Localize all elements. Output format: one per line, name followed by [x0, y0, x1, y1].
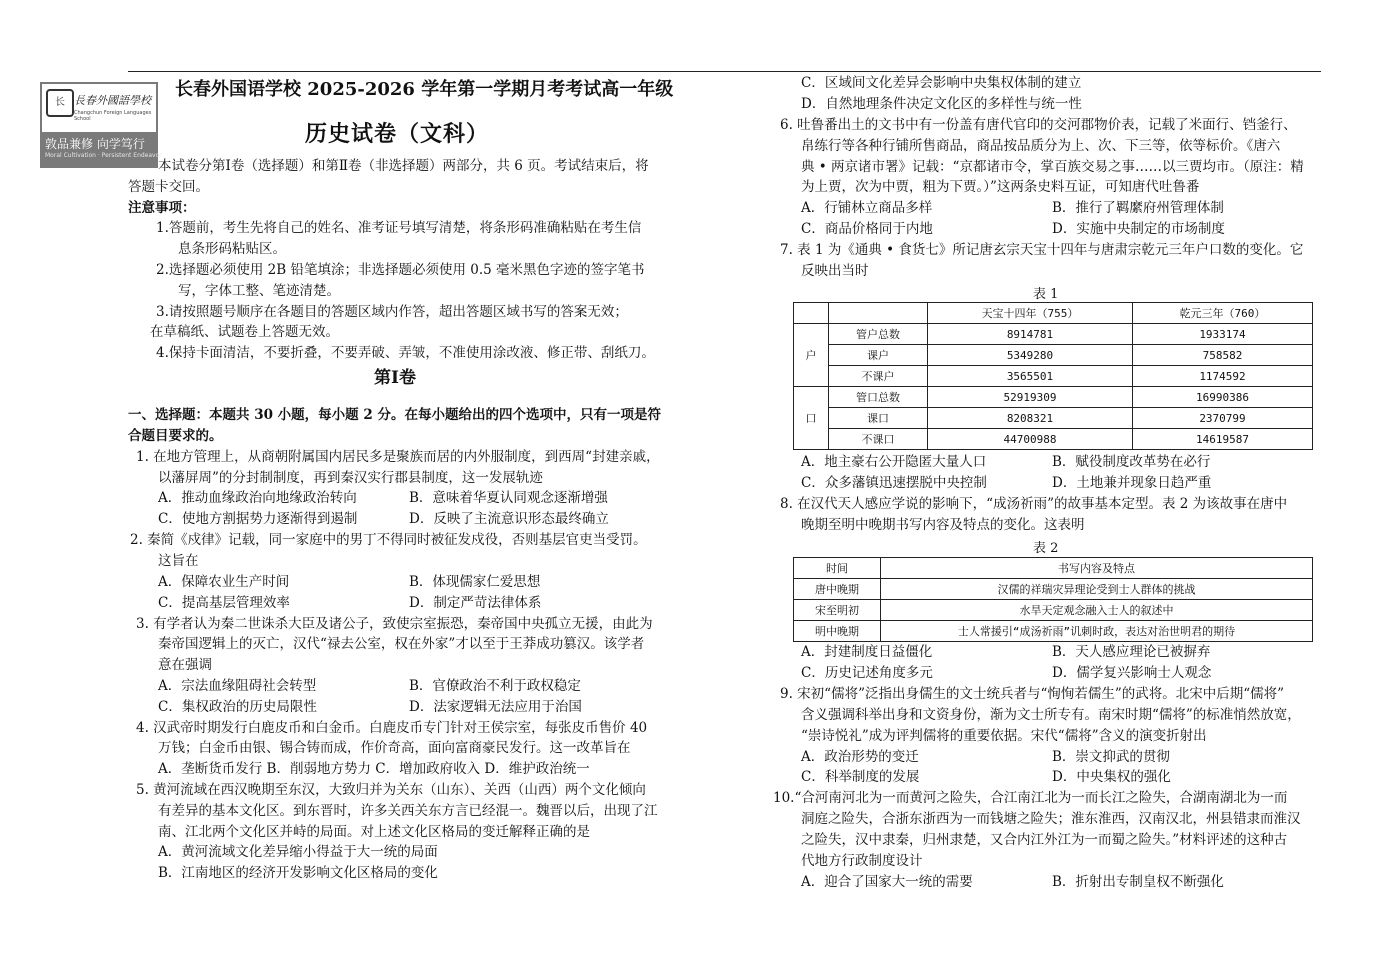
- section-instruction: 合题目要求的。: [128, 428, 223, 444]
- question-3-stem: 3. 有学者认为秦二世诛杀大臣及诸公子，致使宗室振恐，秦帝国中央孤立无援，由此为: [136, 616, 653, 632]
- question-1-stem: 1. 在地方管理上，从商朝附属国内居民多是聚族而居的内外服制度，到西周“封建亲戚，: [136, 449, 660, 465]
- table-header: 乾元三年（760）: [1133, 303, 1313, 324]
- school-motto-en: Moral Cultivation · Persistent Endeavor: [45, 152, 162, 159]
- table-row: [794, 621, 1313, 642]
- option: A．宗法血缘阻碍社会转型: [158, 678, 317, 694]
- option: C．区域间文化差异会影响中央集权体制的建立: [801, 75, 1082, 91]
- school-seal-icon: 长: [46, 89, 74, 117]
- question-6-stem: 6. 吐鲁番出土的文书中有一份盖有唐代官印的交河郡物价表，记载了米面行、铛釜行、: [780, 117, 1297, 133]
- school-name-cn: 長春外國語學校: [74, 94, 151, 107]
- question-9-stem: 9. 宋初“儒将”泛指出身儒生的文士统兵者与“恂恂若儒生”的武将。北宋中后期“儒将”: [780, 686, 1285, 702]
- option: B．江南地区的经济开发影响文化区格局的变化: [158, 865, 438, 881]
- table-row: [794, 345, 1313, 366]
- table-row: [794, 366, 1313, 387]
- option: D．制定严苛法律体系: [409, 595, 542, 611]
- question-6-stem: 典 • 两京诸市署》记载：“京都诸市令，掌百族交易之事……以三贾均市。（原注：精: [801, 159, 1304, 175]
- option: C．集权政治的历史局限性: [158, 699, 317, 715]
- table-row: [794, 324, 1313, 345]
- question-10-stem: 洞庭之险失，合浙东浙西为一而钱塘之险失；淮东淮西，汉南汉北，州县错隶而淮汉: [801, 811, 1301, 827]
- question-9-stem: “崇诗悦礼”成为评判儒将的重要依据。宋代“儒将”含义的演变折射出: [801, 728, 1207, 744]
- question-2-stem: 这旨在: [158, 553, 199, 569]
- question-3-stem: 秦帝国逻辑上的灭亡，汉代“禄去公室，权在外家”才以至于王莽成功篡汉。该学者: [158, 636, 645, 652]
- question-7-stem: 反映出当时: [801, 263, 869, 279]
- option-row: A．垄断货币发行 B．削弱地方势力 C．增加政府收入 D．维护政治统一: [158, 761, 590, 777]
- option: D．儒学复兴影响士人观念: [1052, 665, 1212, 681]
- exam-title: 长春外国语学校 2025-2026 学年第一学期月考考试高一年级: [175, 79, 674, 100]
- table-cell: 16990386: [1133, 387, 1313, 408]
- table-cell: 管户总数: [829, 324, 928, 345]
- intro-line: 本试卷分第Ⅰ卷（选择题）和第Ⅱ卷（非选择题）两部分，共 6 页。考试结束后，将: [158, 158, 649, 174]
- question-5-stem: 南、江北两个文化区并峙的局面。对上述文化区格局的变迁解释正确的是: [158, 824, 590, 840]
- table-cell: 课口: [829, 408, 928, 429]
- option: A．行铺林立商品多样: [801, 200, 933, 216]
- option: C．商品价格同于内地: [801, 221, 933, 237]
- option: A．地主豪右公开隐匿大量人口: [801, 454, 987, 470]
- table-cell: 8914781: [928, 324, 1133, 345]
- table-group-label: 户: [794, 324, 829, 387]
- table-cell: 唐中晚期: [794, 579, 881, 600]
- table-row: [794, 429, 1313, 450]
- exam-subject: 历史试卷（文科）: [305, 121, 490, 147]
- option: C．科举制度的发展: [801, 769, 920, 785]
- school-motto: 敦品兼修 向学笃行: [45, 137, 145, 151]
- question-6-stem: 为上贾，次为中贾，粗为下贾。）”这两条史料互证，可知唐代吐鲁番: [801, 179, 1200, 195]
- option: D．法家逻辑无法应用于治国: [409, 699, 582, 715]
- table-cell: 士人常援引“成汤祈雨”讥刺时政，表达对治世明君的期待: [881, 621, 1313, 642]
- option: A．推动血缘政治向地缘政治转向: [158, 490, 357, 506]
- question-2-stem: 2. 秦简《戍律》记载，同一家庭中的男丁不得同时被征发戍役，否则基层官吏当受罚。: [130, 532, 647, 548]
- table-cell: 758582: [1133, 345, 1313, 366]
- table-header: 时间: [794, 558, 881, 579]
- option: A．黄河流域文化差异缩小得益于大一统的局面: [158, 844, 438, 860]
- table-cell: 水旱天定观念融入士人的叙述中: [881, 600, 1313, 621]
- school-name-en: Changchun Foreign Languages School: [74, 110, 152, 122]
- question-7-stem: 7. 表 1 为《通典 • 食货七》所记唐玄宗天宝十四年与唐肃宗乾元三年户口数的变化。它: [780, 242, 1304, 258]
- question-3-stem: 意在强调: [158, 657, 212, 673]
- note-line: 2.选择题必须使用 2B 铅笔填涂；非选择题必须使用 0.5 毫米黑色字迹的签字笔书: [156, 262, 645, 278]
- table-group-label: 口: [794, 387, 829, 450]
- table-cell: 2370799: [1133, 408, 1313, 429]
- part-heading: 第Ⅰ卷: [374, 368, 416, 388]
- option: A．迎合了国家大一统的需要: [801, 874, 973, 890]
- table-2: [793, 557, 1313, 642]
- table-1-caption: 表 1: [1033, 287, 1059, 302]
- table-cell: 不课口: [829, 429, 928, 450]
- table-row: [794, 600, 1313, 621]
- option: C．提高基层管理效率: [158, 595, 290, 611]
- table-row: [794, 579, 1313, 600]
- table-row: [794, 303, 1313, 324]
- option: B．官僚政治不利于政权稳定: [409, 678, 581, 694]
- table-header: 书写内容及特点: [881, 558, 1313, 579]
- top-rule: [128, 71, 1321, 72]
- school-logo: [40, 82, 162, 168]
- question-8-stem: 8. 在汉代天人感应学说的影响下，“成汤祈雨”的故事基本定型。表 2 为该故事在唐中: [780, 496, 1288, 512]
- notes-title: 注意事项：: [128, 200, 196, 216]
- table-cell: 3565501: [928, 366, 1133, 387]
- table-cell: 课户: [829, 345, 928, 366]
- table-cell: 1174592: [1133, 366, 1313, 387]
- option: B．体现儒家仁爱思想: [409, 574, 541, 590]
- question-4-stem: 4. 汉武帝时期发行白鹿皮币和白金币。白鹿皮币专门针对王侯宗室，每张皮币售价 40: [136, 720, 648, 736]
- table-1: [793, 302, 1313, 450]
- question-5-stem: 5. 黄河流域在西汉晚期至东汉，大致归并为关东（山东）、关西（山西）两个文化倾向: [136, 782, 646, 798]
- option: B．意味着华夏认同观念逐渐增强: [409, 490, 608, 506]
- option: B．天人感应理论已被摒弃: [1052, 644, 1211, 660]
- table-cell: 52919309: [928, 387, 1133, 408]
- option: A．保障农业生产时间: [158, 574, 290, 590]
- option: B．推行了羁縻府州管理体制: [1052, 200, 1224, 216]
- table-cell: 8208321: [928, 408, 1133, 429]
- option: A．政治形势的变迁: [801, 749, 919, 765]
- table-cell: 汉儒的祥瑞灾异理论受到士人群体的挑战: [881, 579, 1313, 600]
- note-line: 1.答题前，考生先将自己的姓名、准考证号填写清楚，将条形码准确粘贴在考生信: [156, 220, 642, 236]
- option: C．历史记述角度多元: [801, 665, 933, 681]
- question-5-stem: 有差异的基本文化区。到东晋时，许多关西关东方言已经混一。魏晋以后，出现了江: [158, 803, 658, 819]
- note-line: 在草稿纸、试题卷上答题无效。: [150, 324, 339, 340]
- note-line: 写，字体工整、笔迹清楚。: [178, 283, 340, 299]
- option: C．众多藩镇迅速摆脱中央控制: [801, 475, 987, 491]
- table-cell: 明中晚期: [794, 621, 881, 642]
- table-cell: 宋至明初: [794, 600, 881, 621]
- option: D．反映了主流意识形态最终确立: [409, 511, 609, 527]
- table-cell: 管口总数: [829, 387, 928, 408]
- note-line: 4.保持卡面清洁，不要折叠，不要弄破、弄皱，不准使用涂改液、修正带、刮纸刀。: [156, 345, 655, 361]
- note-line: 3.请按照题号顺序在各题目的答题区域内作答，超出答题区域书写的答案无效；: [156, 304, 628, 320]
- table-cell: 1933174: [1133, 324, 1313, 345]
- table-row: [794, 408, 1313, 429]
- option: A．封建制度日益僵化: [801, 644, 933, 660]
- question-4-stem: 万钱；白金币由银、锡合铸而成，作价奇高，面向富商豪民发行。这一改革旨在: [158, 740, 631, 756]
- note-line: 息条形码粘贴区。: [178, 241, 286, 257]
- option: D．自然地理条件决定文化区的多样性与统一性: [801, 96, 1082, 112]
- question-8-stem: 晚期至明中晚期书写内容及特点的变化。这表明: [801, 517, 1085, 533]
- table-cell: 5349280: [928, 345, 1133, 366]
- option: C．使地方割据势力逐渐得到遏制: [158, 511, 358, 527]
- table-row: [794, 558, 1313, 579]
- option: B．崇文抑武的贯彻: [1052, 749, 1170, 765]
- question-1-stem: 以藩屏周”的分封制制度，再到秦汉实行郡县制度，这一发展轨迹: [158, 470, 543, 486]
- option: D．中央集权的强化: [1052, 769, 1171, 785]
- option: D．土地兼并现象日趋严重: [1052, 475, 1212, 491]
- option: B．赋役制度改革势在必行: [1052, 454, 1211, 470]
- section-instruction: 一、选择题：本题共 30 小题，每小题 2 分。在每小题给出的四个选项中，只有一项是符: [128, 407, 661, 423]
- question-10-stem: 之险失，汉中隶秦，归州隶楚，又合内江外江为一而蜀之险失。”材料评述的这种古: [801, 832, 1288, 848]
- question-10-stem: 10.“合河南河北为一而黄河之险失，合江南江北为一而长江之险失，合湖南湖北为一而: [773, 790, 1288, 806]
- option: B．折射出专制皇权不断强化: [1052, 874, 1224, 890]
- intro-line: 答题卡交回。: [128, 179, 209, 195]
- question-9-stem: 含义强调科举出身和文资身份，渐为文士所专有。南宋时期“儒将”的标准悄然放宽，: [801, 707, 1301, 723]
- option: D．实施中央制定的市场制度: [1052, 221, 1225, 237]
- table-row: [794, 387, 1313, 408]
- table-header: 天宝十四年（755）: [928, 303, 1133, 324]
- table-cell: 44700988: [928, 429, 1133, 450]
- table-cell: 不课户: [829, 366, 928, 387]
- table-cell: 14619587: [1133, 429, 1313, 450]
- table-2-caption: 表 2: [1033, 541, 1059, 556]
- question-10-stem: 代地方行政制度设计: [801, 853, 923, 869]
- question-6-stem: 帛练行等各种行铺所售商品，商品按品质分为上、次、下三等，依等标价。《唐六: [801, 138, 1281, 154]
